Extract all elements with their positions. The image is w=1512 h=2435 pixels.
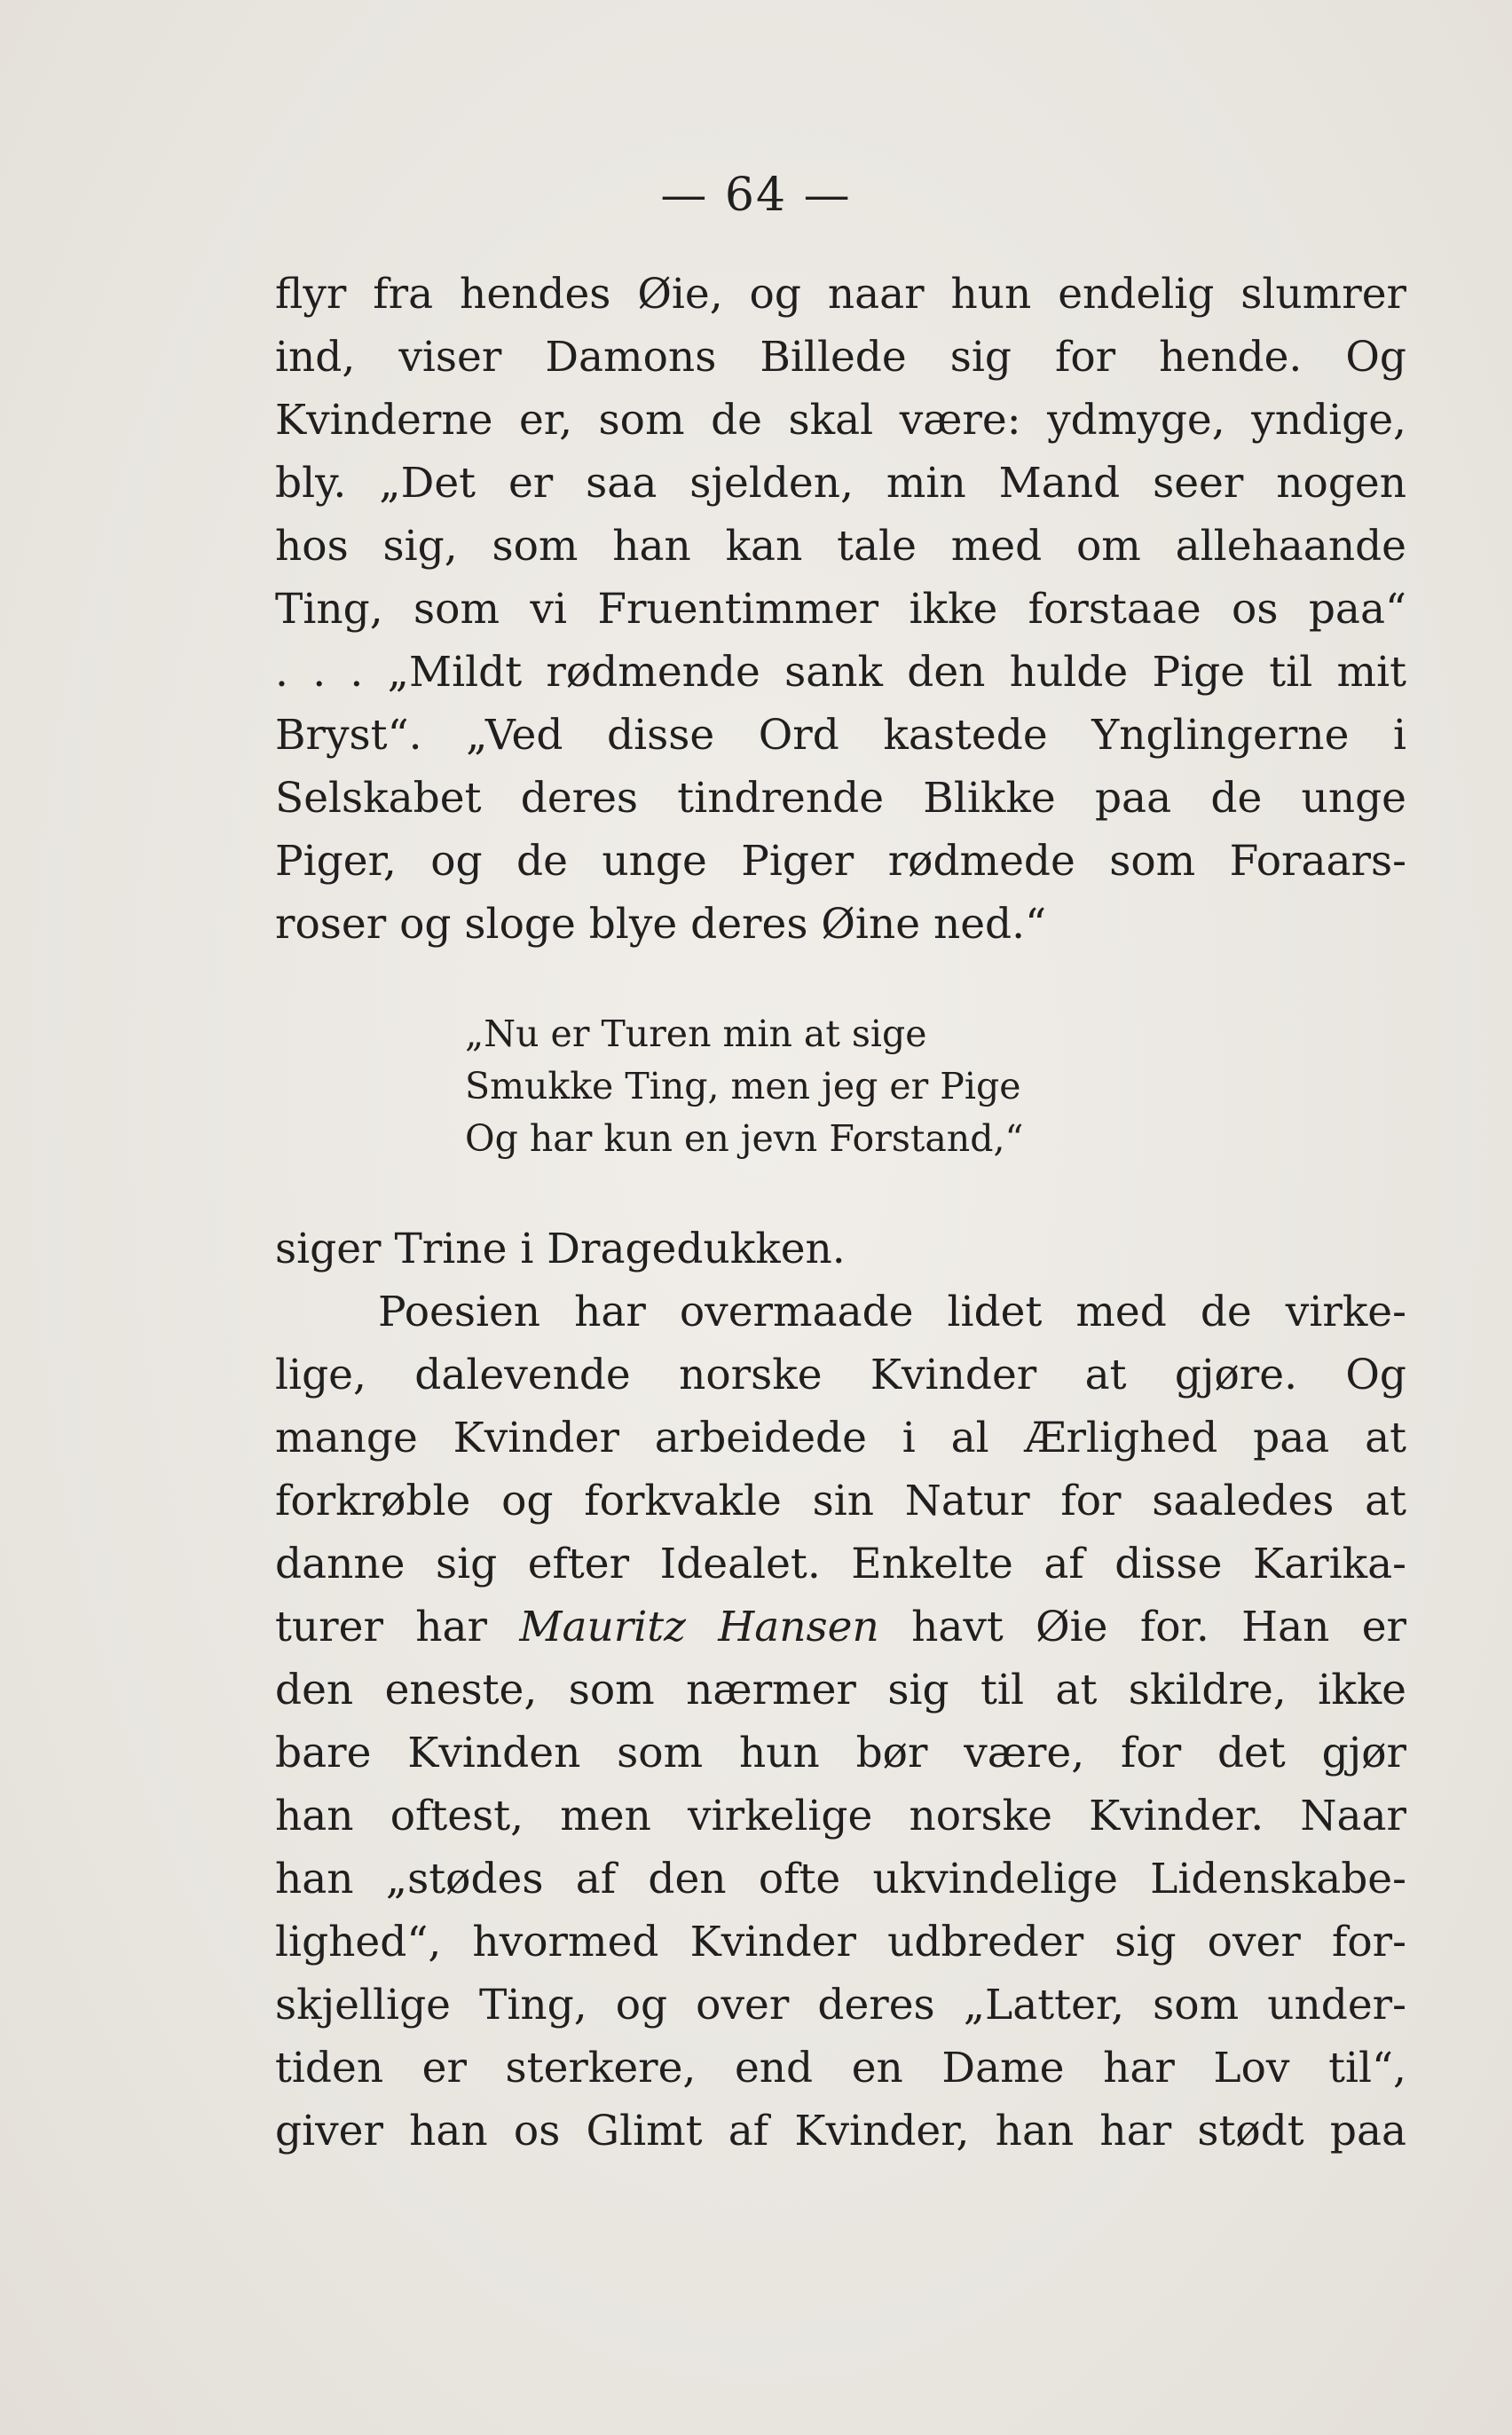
line-text: havt Øie for. Han er bbox=[911, 1603, 1406, 1651]
verse-line: „Nu er Turen min at sige bbox=[465, 1013, 927, 1055]
text-line: den eneste, som nærmer sig til at skildre, ikke bbox=[275, 1666, 1406, 1714]
text-line: bly. „Det er saa sjelden, min Mand seer nogen bbox=[275, 459, 1406, 508]
line-text: turer har bbox=[275, 1603, 487, 1651]
page-number: — 64 — bbox=[660, 169, 852, 222]
text-line: danne sig efter Idealet. Enkelte af disse Karika- bbox=[275, 1540, 1406, 1588]
text-line: . . . „Mildt rødmende sank den hulde Pige til mit bbox=[275, 648, 1406, 697]
text-line: tiden er sterkere, end en Dame har Lov til“, bbox=[275, 2044, 1406, 2092]
text-line: hos sig, som han kan tale med om allehaande bbox=[275, 522, 1406, 571]
text-line: Bryst“. „Ved disse Ord kastede Ynglingerne i bbox=[275, 711, 1406, 760]
text-line: lige, dalevende norske Kvinder at gjøre. Og bbox=[275, 1351, 1406, 1399]
text-line: roser og sloge blye deres Øine ned.“ bbox=[275, 900, 1047, 949]
text-line: giver han os Glimt af Kvinder, han har stødt paa bbox=[275, 2107, 1406, 2155]
text-line: skjellige Ting, og over deres „Latter, som under- bbox=[275, 1981, 1406, 2029]
text-line: ind, viser Damons Billede sig for hende. Og bbox=[275, 333, 1406, 382]
text-line: mange Kvinder arbeidede i al Ærlighed paa at bbox=[275, 1414, 1406, 1462]
author-name: Mauritz Hansen bbox=[519, 1603, 879, 1651]
text-line: Ting, som vi Fruentimmer ikke forstaae os paa“ bbox=[275, 585, 1406, 634]
verse-attribution bbox=[275, 1218, 1406, 1281]
text-line: siger Trine i Dragedukken. bbox=[275, 1225, 846, 1273]
verse-quote bbox=[465, 1008, 1023, 1165]
text-line-with-author bbox=[275, 1596, 1406, 1659]
verse-line: Og har kun en jevn Forstand,“ bbox=[465, 1117, 1024, 1160]
verse-line: Smukke Ting, men jeg er Pige bbox=[465, 1065, 1021, 1107]
text-line: Kvinderne er, som de skal være: ydmyge, yndige, bbox=[275, 396, 1406, 445]
text-line: forkrøble og forkvakle sin Natur for saaledes at bbox=[275, 1477, 1406, 1525]
paragraph-poesien bbox=[275, 1281, 1406, 2163]
text-line: lighed“, hvormed Kvinder udbreder sig over for- bbox=[275, 1918, 1406, 1966]
text-line: flyr fra hendes Øie, og naar hun endelig slumrer bbox=[275, 270, 1406, 319]
text-line: Piger, og de unge Piger rødmede som Foraars- bbox=[275, 837, 1406, 886]
text-line: han „stødes af den ofte ukvindelige Lidenskabe- bbox=[275, 1855, 1406, 1903]
text-line: han oftest, men virkelige norske Kvinder. Naar bbox=[275, 1792, 1406, 1840]
text-line: bare Kvinden som hun bør være, for det gjør bbox=[275, 1729, 1406, 1777]
paragraph-continued bbox=[275, 263, 1406, 956]
text-line: Selskabet deres tindrende Blikke paa de unge bbox=[275, 774, 1406, 823]
text-line: Poesien har overmaade lidet med de virke- bbox=[378, 1288, 1406, 1336]
